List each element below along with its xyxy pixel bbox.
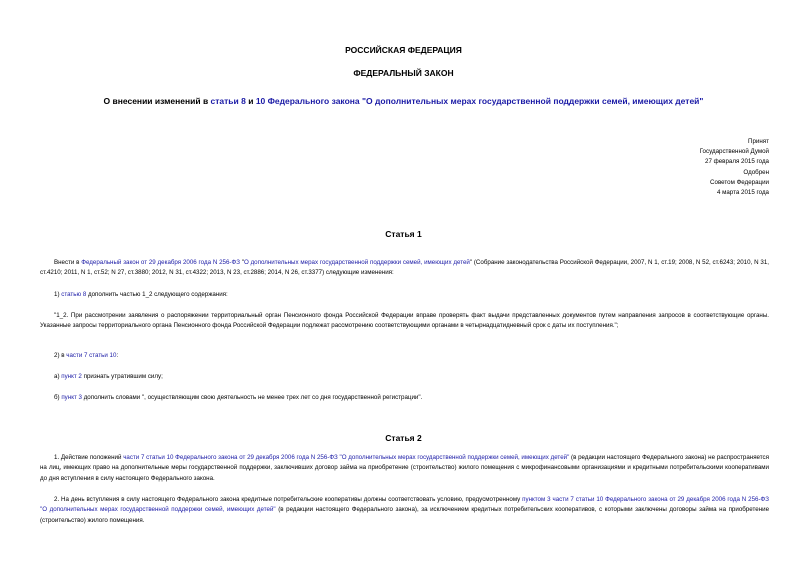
a1-intro-post: " (Собрание законодательства Российской Федерации, 2007, N 1, ст.19; 2008, N 52, ст.6243; 2010, N 31, ст.4210; 2011, N 1, ст.52; N 27, ст.3880; 2012, N 31, ст.4322; 2013, N 23, ст.2886; 2014, N 26, ст.3377) следующие изменения: [40,259,769,277]
country-heading: РОССИЙСКАЯ ФЕДЕРАЦИЯ [345,45,462,55]
accepted-line-1: Принят [748,138,769,145]
a1-intro-pre: Внести в [54,259,82,266]
title-link-article-8[interactable]: статьи 8 [210,96,246,106]
a2-p1-post: (в редакции настоящего Федерального закона) не распространяется на лиц, имеющих право на дополнительные меры государственной поддержки, заключивших договор займа на приобретение (строительство) жилого помещения с микрофинансовыми организациями и кредитными потребительскими кооперативами до дня вступления в силу настоящего Федерального закона. [40,454,769,482]
a2-p2-post: (в редакции настоящего Федерального закона), за исключением кредитных потребительских кооперативов, с которыми заключены договоры займа на приобретение (строительство) жилого помещения. [40,506,770,524]
title-text-pre: О внесении изменений в [103,96,211,106]
article-1-quote: "1_2. При рассмотрении заявления о распоряжении территориальный орган Пенсионного фонда Российской Федерации вправе проверять факт выдачи представленных документов путем направления запросов в соответствующие органы. Указанные запросы территориального органа Пенсионного фонда Российской Федерации подлежат рассмотрению соответствующими органами в четырнадцатидневный срок с даты их поступления."; [40,312,769,330]
approved-line-1: Одобрен [743,169,769,176]
article-1-item-2 [40,351,769,361]
article-2-para-2 [40,495,769,526]
a2-link-point-3-part-7[interactable]: пунктом 3 части 7 статьи 10 Федерального закона от 29 декабря 2006 года N 256-ФЗ "О дополнительных мерах государственной поддержки семей, имеющих детей" [40,496,769,514]
article-1-intro [40,258,769,279]
law-title [0,96,807,106]
a1-item2-pre: 2) в [54,352,67,359]
approved-line-2: Советом Федерации [710,179,769,186]
a1-link-point-2[interactable]: пункт 2 [61,373,82,380]
title-link-article-10[interactable]: 10 Федерального закона "О дополнительных мерах государственной поддержки семей, имеющих детей" [255,96,704,106]
law-type-heading: ФЕДЕРАЛЬНЫЙ ЗАКОН [353,68,454,78]
a1-link-part-7-article-10[interactable]: части 7 статьи 10 [66,352,117,359]
article-2-heading: Статья 2 [385,433,422,443]
a1-link-article-8[interactable]: статью 8 [61,291,87,298]
article-1-heading: Статья 1 [385,229,422,239]
article-2-para-1 [40,453,769,484]
a1-link-point-3[interactable]: пункт 3 [61,394,82,401]
a1-item2-post: : [116,352,119,359]
a2-p1-pre: 1. Действие положений [54,454,124,461]
a1-subitem-a-pre: а) [54,373,62,380]
accepted-date: 27 февраля 2015 года [705,158,769,165]
a1-subitem-a-post: признать утратившим силу; [81,373,163,380]
accepted-block [700,137,769,167]
a1-link-federal-law[interactable]: Федеральный закон от 29 декабря 2006 года N 256-ФЗ [81,259,240,266]
accepted-line-2: Государственной Думой [699,148,769,155]
a2-link-part-7-article-10[interactable]: части 7 статьи 10 Федерального закона от 29 декабря 2006 года N 256-ФЗ "О дополнительных мерах государственной поддержки семей, имеющих детей" [123,454,570,461]
a1-item1-post: дополнить частью 1_2 следующего содержания: [86,291,228,298]
a1-link-law-title[interactable]: О дополнительных мерах государственной поддержки семей, имеющих детей [243,259,470,266]
article-1-subitem-a [40,372,769,382]
a1-subitem-b-pre: б) [54,394,62,401]
a1-item1-pre: 1) [54,291,62,298]
title-text-mid: и [245,96,256,106]
approved-date: 4 марта 2015 года [716,189,769,196]
article-1-subitem-b [40,393,769,403]
a1-intro-mid: " [239,259,244,266]
article-1-item-1 [40,290,769,300]
a2-p2-pre: 2. На день вступления в силу настоящего Федерального закона кредитные потребительские кооперативы должны соответствовать условию, предусмотренному [54,496,523,503]
a1-subitem-b-post: дополнить словами ", осуществляющим свою деятельность не менее трех лет со дня государственной регистрации". [81,394,423,401]
approved-block [710,168,769,198]
